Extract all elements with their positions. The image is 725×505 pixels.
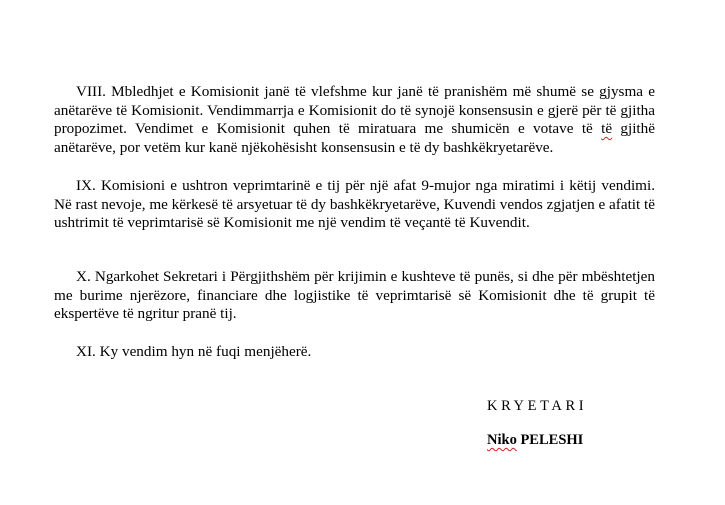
signature-first-name[interactable]: Niko [487,432,517,448]
paragraph-xi: XI. Ky vendim hyn në fuqi menjëherë. [76,343,312,360]
paragraph-ix: IX. Komisioni e ushtron veprimtarinë e tij për një afat 9-mujor nga miratimi i këtij vendimi. Në rast nevoje, me kërkesë të arsyetuar të dy bashkëkryetarëve, Kuvendi vendos zgjatjen e afatit të ushtrimit të veprimtarisë së Komisionit me një vendim të veçantë të Kuvendit. [54,177,655,232]
paragraph-viii [54,83,655,157]
signature-name [487,432,583,449]
paragraph-viii-text-start: VIII. Mbledhjet e Komisionit janë të vlefshme kur janë të pranishëm më shumë se gjysma e anëtarëve të Komisionit. Vendimmarrja e Komisionit do të synojë konsensusin e gjerë për të gjitha propozimet. Vendimet e Komisionit quhen të miratuara me shumicën e votave të [54,83,655,138]
spellcheck-flagged-word[interactable]: të [601,120,613,138]
signature-last-name: PELESHI [520,432,584,448]
paragraph-x: X. Ngarkohet Sekretari i Përgjithshëm për krijimin e kushteve të punës, si dhe për mbështetjen me burime njerëzore, financiare dhe logjistike të veprimtarisë së Komisionit dhe të grupit të ekspertëve të ngritur pranë tij. [54,268,655,323]
signature-title: KRYETARI [487,398,588,414]
paragraph-viii-text-end: gjithë anëtarëve, por vetëm kur kanë njëkohësisht konsensusin e të dy bashkëkryetarëve. [54,120,655,156]
